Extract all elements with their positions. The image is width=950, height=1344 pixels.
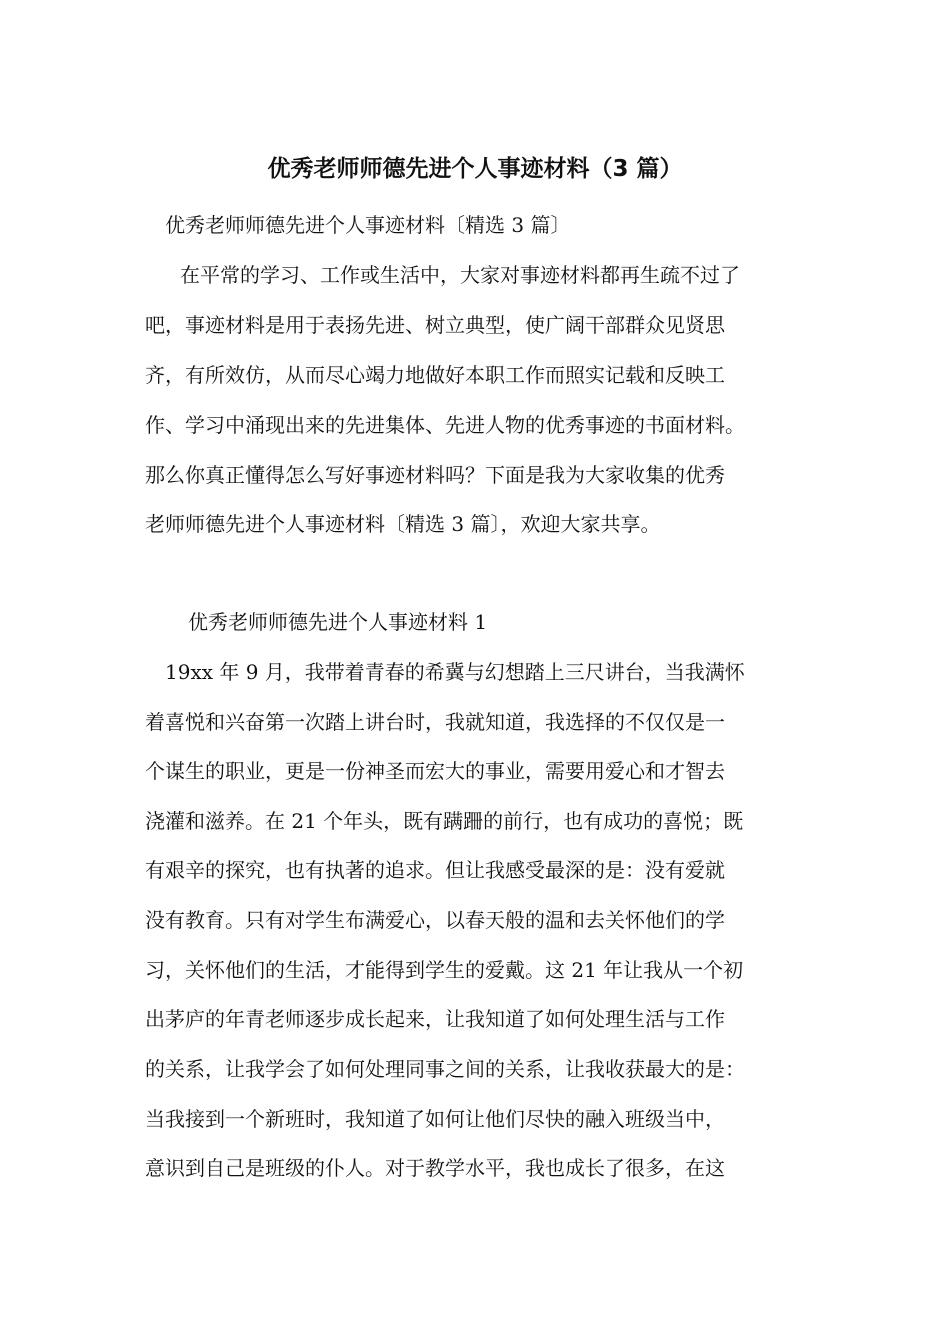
section-heading: 优秀老师师德先进个人事迹材料 1	[188, 610, 488, 634]
paragraph-line: 浇灌和滋养。在 21 个年头，既有蹒跚的前行，也有成功的喜悦；既	[145, 809, 744, 833]
paragraph-line: 当我接到一个新班时，我知道了如何让他们尽快的融入班级当中，	[145, 1107, 725, 1131]
paragraph-line: 吧，事迹材料是用于表扬先进、树立典型，使广阔干部群众见贤思	[145, 313, 725, 337]
paragraph-line: 有艰辛的探究，也有执著的追求。但让我感受最深的是：没有爱就	[145, 858, 725, 882]
paragraph-line: 在平常的学习、工作或生活中，大家对事迹材料都再生疏不过了	[180, 263, 740, 287]
paragraph-line: 老师师德先进个人事迹材料〔精选 3 篇〕，欢迎大家共享。	[145, 512, 661, 536]
paragraph-line: 19xx 年 9 月，我带着青春的希冀与幻想踏上三尺讲台，当我满怀	[165, 660, 745, 684]
paragraph-line: 意识到自己是班级的仆人。对于教学水平，我也成长了很多，在这	[145, 1156, 725, 1180]
paragraph-line: 的关系，让我学会了如何处理同事之间的关系，让我收获最大的是：	[145, 1057, 745, 1081]
document-title: 优秀老师师德先进个人事迹材料（3 篇）	[267, 156, 683, 182]
paragraph-line: 齐，有所效仿，从而尽心竭力地做好本职工作而照实记载和反映工	[145, 363, 725, 387]
paragraph-line: 习，关怀他们的生活，才能得到学生的爱戴。这 21 年让我从一个初	[145, 958, 744, 982]
paragraph-line: 出茅庐的年青老师逐步成长起来，让我知道了如何处理生活与工作	[145, 1007, 725, 1031]
paragraph-line: 着喜悦和兴奋第一次踏上讲台时，我就知道，我选择的不仅仅是一	[145, 710, 725, 734]
paragraph-line: 作、学习中涌现出来的先进集体、先进人物的优秀事迹的书面材料。	[145, 413, 745, 437]
paragraph-line: 没有教育。只有对学生布满爱心，以春天般的温和去关怀他们的学	[145, 908, 725, 932]
paragraph-line: 那么你真正懂得怎么写好事迹材料吗？下面是我为大家收集的优秀	[145, 463, 725, 487]
document-subtitle: 优秀老师师德先进个人事迹材料〔精选 3 篇〕	[165, 213, 571, 237]
paragraph-line: 个谋生的职业，更是一份神圣而宏大的事业，需要用爱心和才智去	[145, 759, 725, 783]
